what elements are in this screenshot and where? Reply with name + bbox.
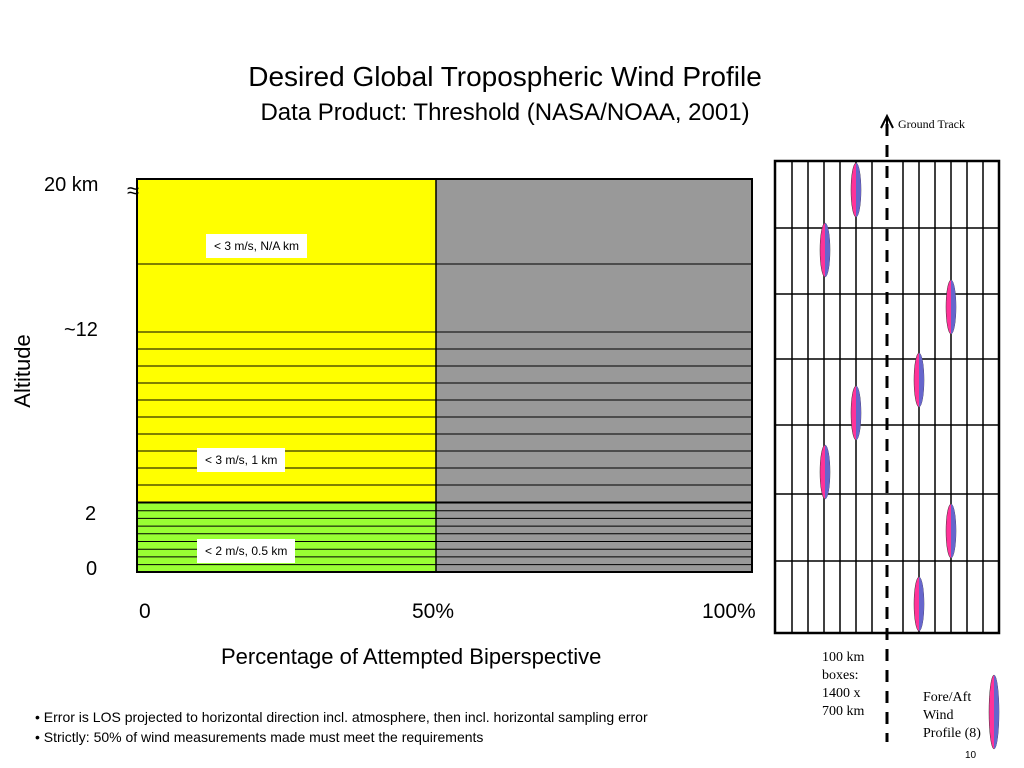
wind-profile-marker: [914, 577, 924, 631]
x-tick-100: 100%: [702, 600, 756, 623]
wind-profile-marker: [851, 163, 861, 217]
y-axis-label: Altitude: [10, 334, 35, 408]
legend-caption: Fore/Aft Wind Profile (8): [923, 690, 981, 741]
ground-track-arrow-icon: [881, 116, 893, 132]
legend-ellipse-icon: [989, 675, 999, 749]
wind-profile-marker: [820, 223, 830, 277]
box-caption: 100 km boxes: 1400 x 700 km: [822, 650, 865, 719]
wind-profile-marker: [851, 386, 861, 440]
wind-profile-marker: [946, 280, 956, 334]
wind-profile-marker: [946, 504, 956, 558]
page-number: 10: [965, 750, 977, 761]
wind-profile-marker: [914, 353, 924, 407]
x-axis-label: Percentage of Attempted Biperspective: [221, 644, 602, 669]
slide-title: Desired Global Tropospheric Wind Profile: [248, 61, 762, 92]
axis-break-symbol: ≈: [127, 178, 140, 203]
slide-subtitle: Data Product: Threshold (NASA/NOAA, 2001): [260, 99, 750, 126]
region-label-middle: < 3 m/s, 1 km: [197, 448, 285, 472]
x-tick-0: 0: [139, 600, 151, 623]
region-label-lower: < 2 m/s, 0.5 km: [197, 539, 295, 563]
y-tick-12: ~12: [64, 319, 98, 341]
y-tick-0: 0: [86, 558, 98, 580]
x-tick-50: 50%: [412, 600, 455, 623]
y-tick-20km: 20 km: [44, 174, 99, 196]
note-item: • Error is LOS projected to horizontal direction incl. atmosphere, then incl. horizontal sampling error: [35, 709, 648, 725]
note-item: • Strictly: 50% of wind measurements made must meet the requirements: [35, 729, 484, 745]
region-label-upper: < 3 m/s, N/A km: [206, 234, 307, 258]
wind-profile-marker: [820, 445, 830, 499]
y-tick-2: 2: [85, 503, 97, 525]
ground-track-label: Ground Track: [898, 117, 966, 131]
